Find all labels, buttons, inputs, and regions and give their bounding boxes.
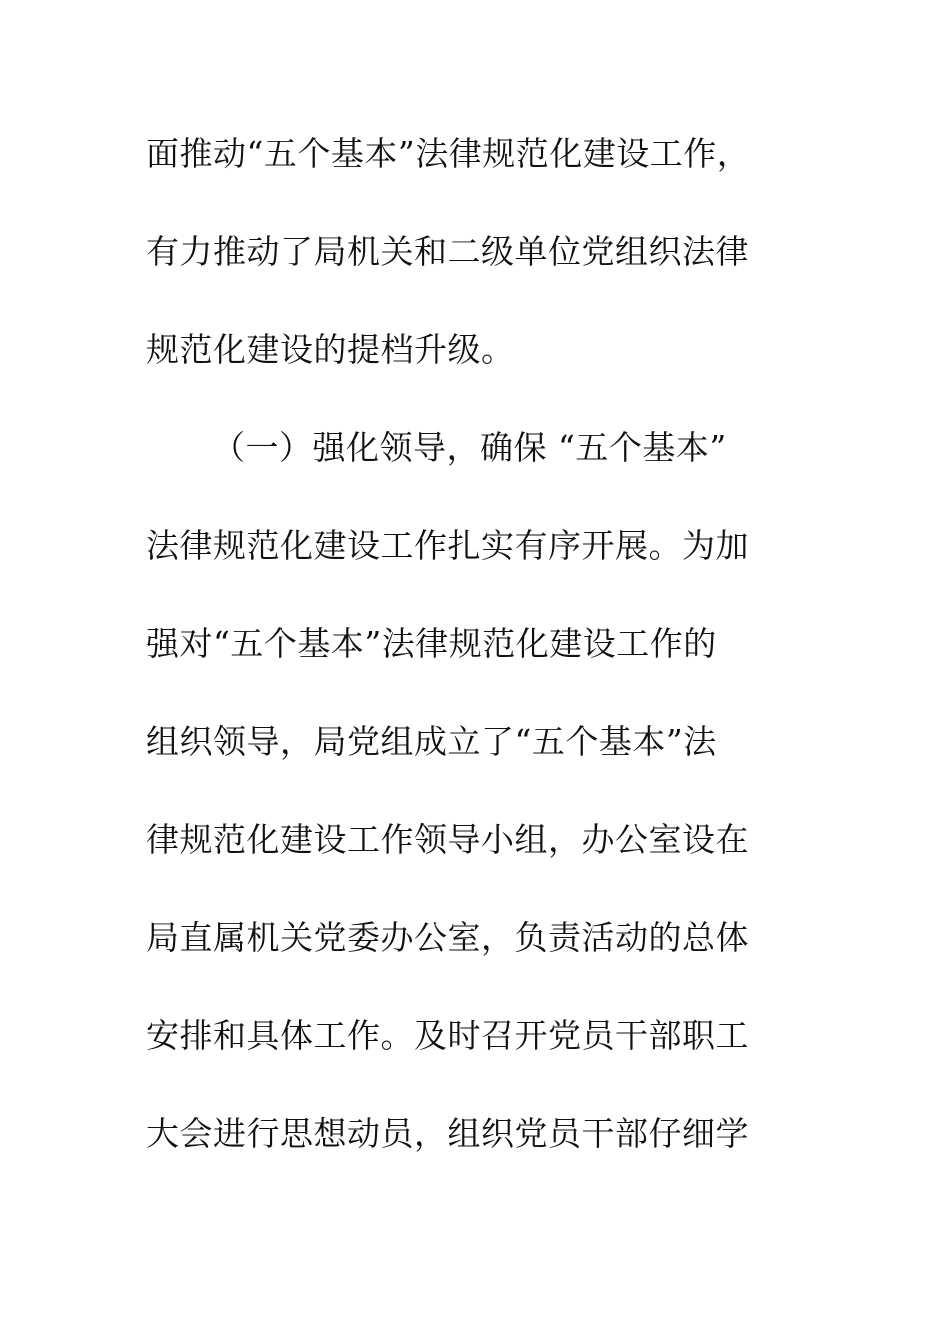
section-heading-line: （一）强化领导，确保 “五个基本” — [212, 428, 727, 467]
text-line-5: 法律规范化建设工作扎实有序开展。为加 — [146, 526, 749, 565]
text-line-8: 律规范化建设工作领导小组，办公室设在 — [146, 820, 749, 859]
text-line-3: 规范化建设的提档升级。 — [146, 330, 515, 369]
text-line-9: 局直属机关党委办公室，负责活动的总体 — [146, 918, 749, 957]
text-line-1: 面推动“五个基本”法律规范化建设工作， — [146, 134, 751, 173]
text-line-6: 强对“五个基本”法律规范化建设工作的 — [146, 624, 717, 663]
text-line-7: 组织领导，局党组成立了“五个基本”法 — [146, 722, 717, 761]
text-line-11: 大会进行思想动员，组织党员干部仔细学 — [146, 1114, 749, 1153]
text-line-2: 有力推动了局机关和二级单位党组织法律 — [146, 232, 749, 271]
text-line-10: 安排和具体工作。及时召开党员干部职工 — [146, 1016, 749, 1055]
